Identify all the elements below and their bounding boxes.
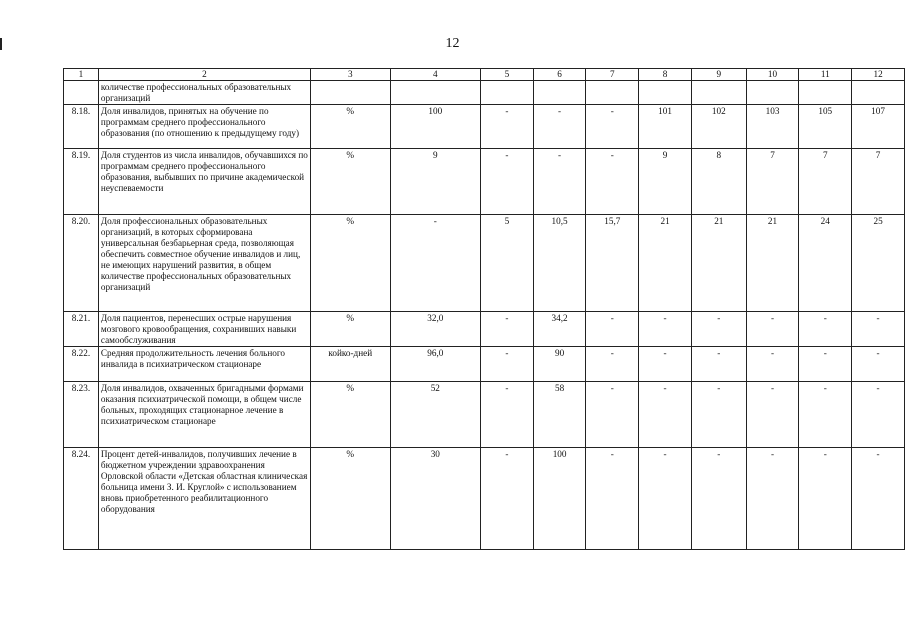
value-cell: -	[481, 105, 534, 149]
value-cell: -	[746, 312, 799, 347]
value-cell: -	[390, 215, 480, 312]
table-row	[64, 382, 905, 448]
value-cell: -	[691, 347, 746, 382]
header-cell: 1	[64, 69, 99, 81]
value-cell: -	[691, 448, 746, 550]
value-cell: 24	[799, 215, 852, 312]
value-cell: 52	[390, 382, 480, 448]
value-cell: -	[799, 312, 852, 347]
value-cell	[799, 81, 852, 105]
row-number: 8.19.	[64, 149, 99, 215]
value-cell: -	[852, 347, 905, 382]
indicator-description: Доля пациентов, перенесших острые нарушения мозгового кровообращения, сохранивших навыки самообслуживания	[98, 312, 310, 347]
value-cell: 101	[639, 105, 692, 149]
table-row	[64, 347, 905, 382]
indicator-table	[63, 68, 905, 550]
value-cell: -	[481, 312, 534, 347]
page-number: 12	[445, 36, 460, 51]
indicator-description: Средняя продолжительность лечения больного инвалида в психиатрическом стационаре	[98, 347, 310, 382]
value-cell: 25	[852, 215, 905, 312]
row-number: 8.21.	[64, 312, 99, 347]
value-cell: 7	[799, 149, 852, 215]
value-cell: -	[586, 347, 639, 382]
table-row	[64, 149, 905, 215]
unit-cell: %	[310, 105, 390, 149]
header-cell: 2	[98, 69, 310, 81]
row-number: 8.20.	[64, 215, 99, 312]
indicator-description: Доля профессиональных образовательных организаций, в которых сформирована универсальная безбарьерная среда, позволяющая обеспечить совместное обучение инвалидов и лиц, не имеющих нарушений развития, в общем количестве профессиональных образовательных организаций	[98, 215, 310, 312]
row-number: 8.22.	[64, 347, 99, 382]
value-cell: 107	[852, 105, 905, 149]
value-cell	[691, 81, 746, 105]
header-cell: 3	[310, 69, 390, 81]
value-cell: -	[639, 382, 692, 448]
unit-cell: %	[310, 149, 390, 215]
table-row	[64, 81, 905, 105]
row-number	[64, 81, 99, 105]
table-row	[64, 448, 905, 550]
value-cell: 9	[390, 149, 480, 215]
header-cell: 12	[852, 69, 905, 81]
value-cell: 9	[639, 149, 692, 215]
header-cell: 5	[481, 69, 534, 81]
value-cell: -	[481, 382, 534, 448]
value-cell: -	[481, 149, 534, 215]
value-cell: 32,0	[390, 312, 480, 347]
value-cell: 90	[533, 347, 586, 382]
header-cell: 11	[799, 69, 852, 81]
indicator-description: Доля инвалидов, охваченных бригадными формами оказания психиатрической помощи, в общем числе больных, проходящих стационарное лечение в психиатрическом стационаре	[98, 382, 310, 448]
value-cell: -	[533, 149, 586, 215]
table-row	[64, 215, 905, 312]
value-cell	[533, 81, 586, 105]
row-number: 8.18.	[64, 105, 99, 149]
unit-cell: %	[310, 382, 390, 448]
header-cell: 6	[533, 69, 586, 81]
header-cell: 8	[639, 69, 692, 81]
table-row	[64, 105, 905, 149]
value-cell: -	[639, 347, 692, 382]
value-cell	[481, 81, 534, 105]
value-cell: 105	[799, 105, 852, 149]
row-number: 8.24.	[64, 448, 99, 550]
value-cell: 21	[746, 215, 799, 312]
value-cell: -	[586, 382, 639, 448]
header-row	[64, 69, 905, 81]
header-cell: 4	[390, 69, 480, 81]
unit-cell: %	[310, 312, 390, 347]
value-cell: 30	[390, 448, 480, 550]
unit-cell: %	[310, 215, 390, 312]
value-cell: 96,0	[390, 347, 480, 382]
value-cell: -	[799, 347, 852, 382]
indicator-description: Доля инвалидов, принятых на обучение по программам среднего профессионального образования (по отношению к предыдущему году)	[98, 105, 310, 149]
indicator-description: Процент детей-инвалидов, получивших лечение в бюджетном учреждении здравоохранения Орловской области «Детская областная клиническая больница имени З. И. Круглой» с использованием вновь приобретенного реабилитационного оборудования	[98, 448, 310, 550]
value-cell	[746, 81, 799, 105]
value-cell: -	[746, 382, 799, 448]
value-cell: -	[746, 448, 799, 550]
value-cell: -	[852, 448, 905, 550]
value-cell: 100	[533, 448, 586, 550]
row-number: 8.23.	[64, 382, 99, 448]
value-cell: -	[639, 448, 692, 550]
value-cell: -	[586, 448, 639, 550]
value-cell: -	[481, 347, 534, 382]
value-cell: 15,7	[586, 215, 639, 312]
table-row	[64, 312, 905, 347]
value-cell: -	[481, 448, 534, 550]
value-cell	[390, 81, 480, 105]
value-cell: -	[799, 448, 852, 550]
header-cell: 9	[691, 69, 746, 81]
value-cell: -	[852, 382, 905, 448]
value-cell: 21	[639, 215, 692, 312]
value-cell: -	[691, 312, 746, 347]
value-cell: 58	[533, 382, 586, 448]
value-cell: 102	[691, 105, 746, 149]
header-cell: 10	[746, 69, 799, 81]
indicator-description: количестве профессиональных образовательных организаций	[98, 81, 310, 105]
value-cell: -	[639, 312, 692, 347]
value-cell: 10,5	[533, 215, 586, 312]
value-cell: 21	[691, 215, 746, 312]
value-cell: 7	[746, 149, 799, 215]
value-cell: -	[852, 312, 905, 347]
value-cell	[852, 81, 905, 105]
indicator-description: Доля студентов из числа инвалидов, обучавшихся по программам среднего профессионального образования, выбывших по причине академической неуспеваемости	[98, 149, 310, 215]
value-cell: 5	[481, 215, 534, 312]
value-cell	[586, 81, 639, 105]
unit-cell: %	[310, 448, 390, 550]
value-cell: -	[691, 382, 746, 448]
unit-cell: койко-дней	[310, 347, 390, 382]
value-cell: 103	[746, 105, 799, 149]
value-cell: -	[586, 105, 639, 149]
value-cell: 100	[390, 105, 480, 149]
value-cell: -	[533, 105, 586, 149]
value-cell: -	[746, 347, 799, 382]
value-cell: 34,2	[533, 312, 586, 347]
value-cell: 8	[691, 149, 746, 215]
value-cell: -	[586, 312, 639, 347]
value-cell: -	[799, 382, 852, 448]
header-cell: 7	[586, 69, 639, 81]
value-cell	[639, 81, 692, 105]
unit-cell	[310, 81, 390, 105]
value-cell: 7	[852, 149, 905, 215]
value-cell: -	[586, 149, 639, 215]
